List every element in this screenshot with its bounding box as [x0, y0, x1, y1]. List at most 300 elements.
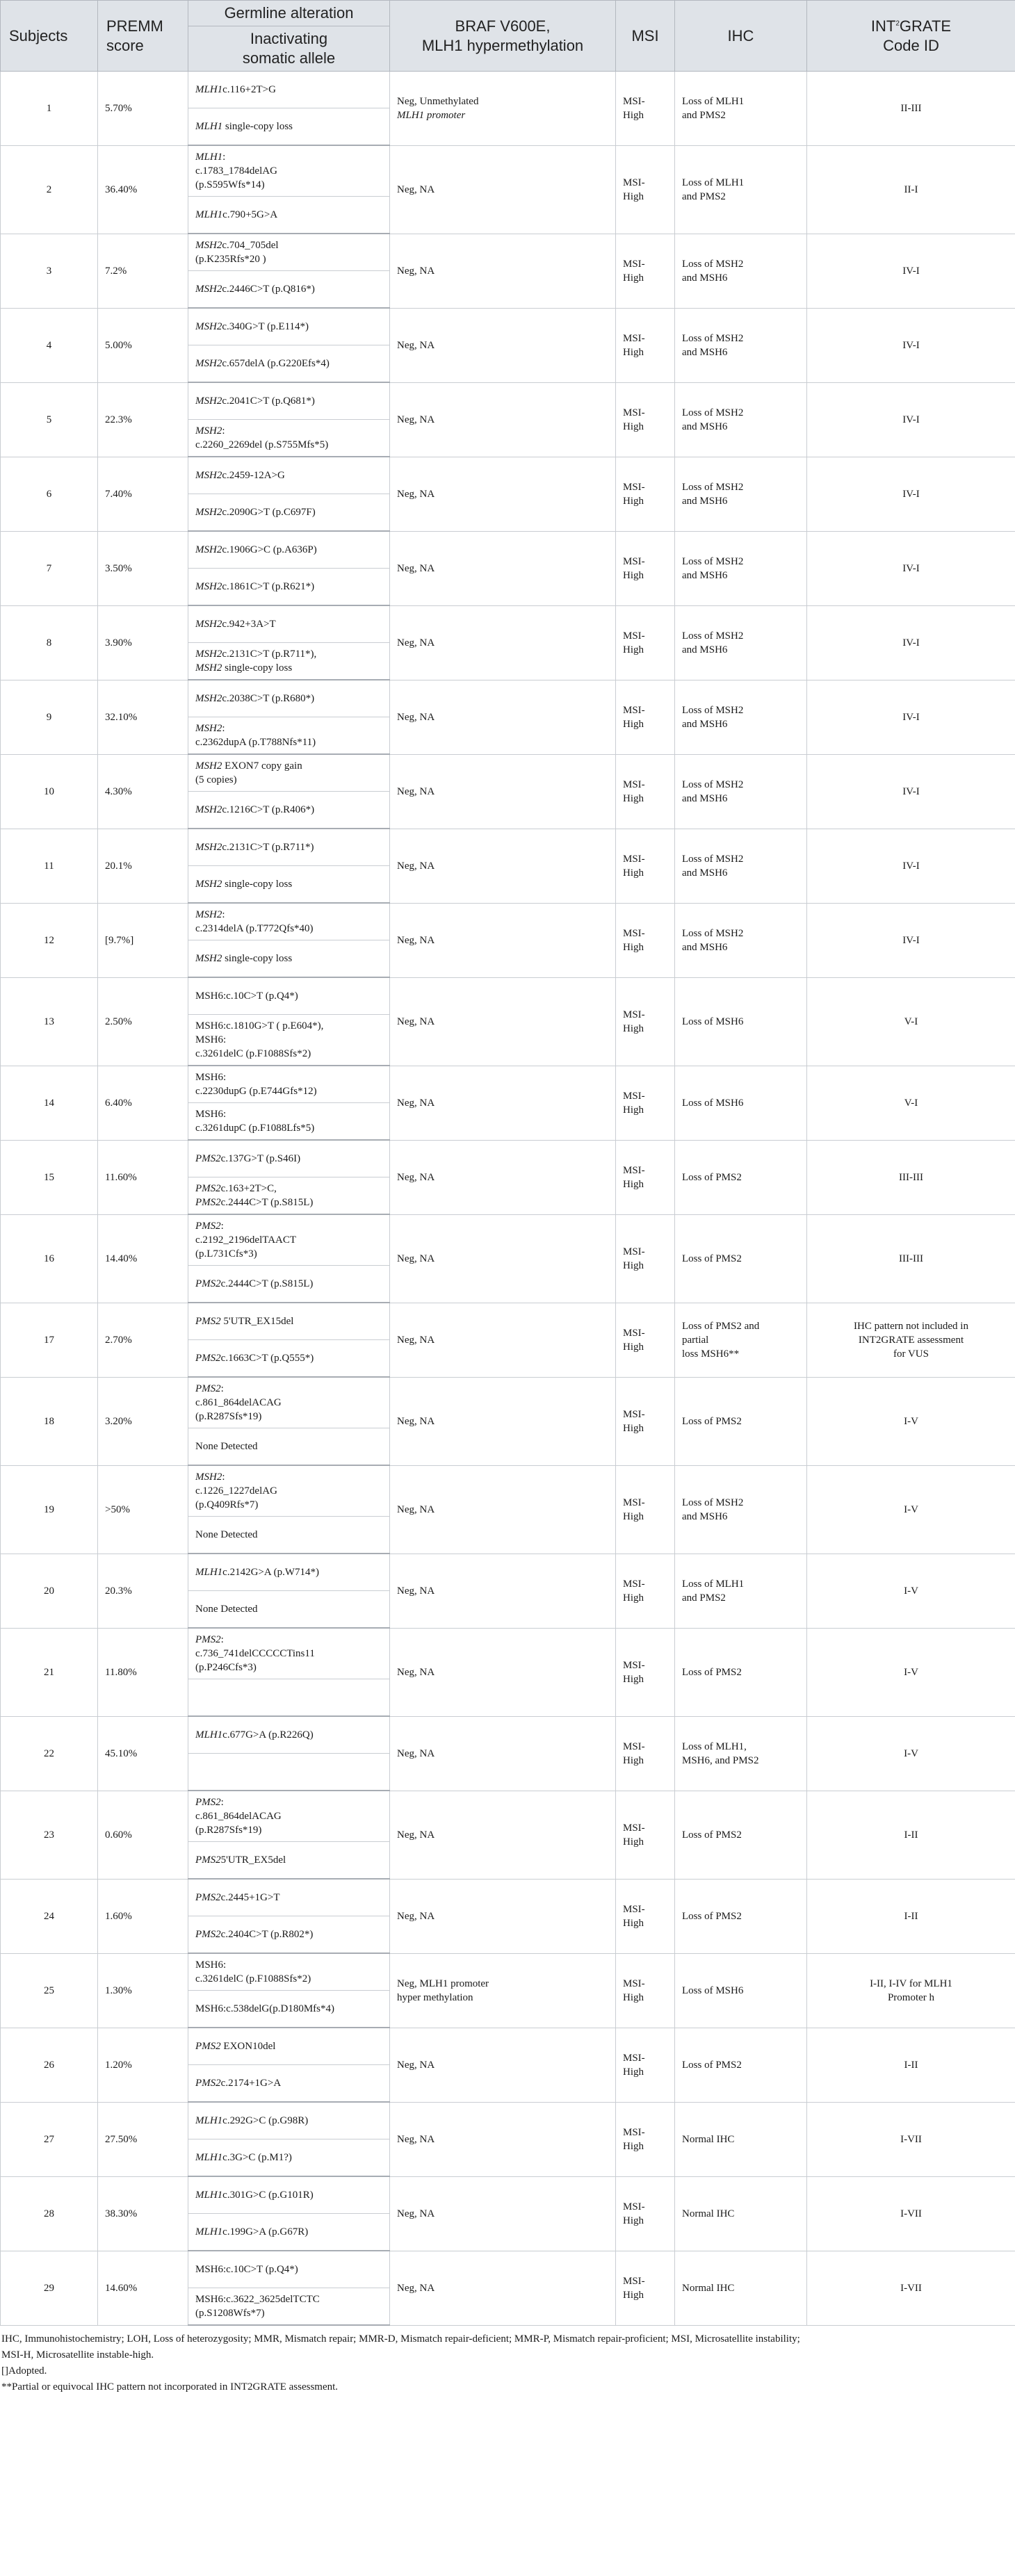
gene-name: MSH2 [195, 953, 222, 964]
cell-line: Loss of MSH6 [682, 1097, 744, 1109]
germline-cell [188, 605, 390, 643]
gene-name: MSH2 [195, 649, 222, 660]
variant-text: c.677G>A (p.R226Q) [222, 1729, 314, 1741]
subject-cell: 7 [1, 531, 98, 605]
table-row [1, 1628, 1015, 1679]
cell-line: partial [682, 1334, 709, 1346]
variant-text: c.163+2T>C, [220, 1183, 277, 1194]
variant-line [195, 1019, 382, 1033]
ihc-cell [675, 1465, 807, 1554]
table-row [1, 829, 1015, 866]
premm-cell: 14.60% [98, 2251, 188, 2325]
subject-cell: 4 [1, 308, 98, 382]
msi-cell [616, 1214, 675, 1303]
variant-line [195, 178, 382, 192]
cell-line: Neg, NA [397, 785, 435, 797]
premm-cell: 3.20% [98, 1377, 188, 1465]
msi-cell [616, 531, 675, 605]
cell-line: High [623, 2140, 644, 2152]
cell-line: Neg, NA [397, 1503, 435, 1515]
msi-cell [616, 234, 675, 308]
gene-name: PMS2 [195, 1854, 221, 1866]
variant-text: c.3261dupC (p.F1088Lfs*5) [195, 1123, 315, 1134]
variant-line [195, 840, 382, 854]
cell-line: High [623, 1510, 644, 1522]
code-id-cell [807, 1716, 1015, 1791]
ihc-cell [675, 308, 807, 382]
cell-line: I-V [904, 1415, 918, 1427]
somatic-cell [188, 1103, 390, 1141]
cell-line: IV-I [902, 860, 920, 872]
cell-line: Neg, NA [397, 1910, 435, 1922]
variant-line [195, 394, 382, 408]
ihc-cell [675, 531, 807, 605]
somatic-cell [188, 197, 390, 234]
cell-line: Neg, NA [397, 1334, 435, 1346]
variant-text: c.199G>A (p.G67R) [222, 2226, 309, 2237]
cell-line: IV-I [902, 265, 920, 277]
variant-text: c.2230dupG (p.E744Gfs*12) [195, 1086, 317, 1097]
somatic-cell [188, 940, 390, 978]
braf-cell [390, 1303, 616, 1377]
ihc-cell [675, 2251, 807, 2325]
variant-line [195, 1809, 382, 1823]
gene-name: MSH2 [195, 619, 222, 630]
table-row [1, 2028, 1015, 2065]
variant-line [195, 1277, 382, 1291]
somatic-cell [188, 420, 390, 457]
cell-line: MSI- [623, 1978, 645, 1989]
gene-name: MSH2 [195, 507, 222, 518]
subject-cell: 10 [1, 754, 98, 829]
code-id-cell [807, 1628, 1015, 1716]
variant-text: : [222, 425, 225, 437]
variant-text: c.3261delC (p.F1088Sfs*2) [195, 1048, 311, 1059]
cell-line: IV-I [902, 637, 920, 649]
premm-cell: 32.10% [98, 680, 188, 754]
variant-text: MSH6: [195, 1959, 227, 1971]
cell-line: loss MSH6** [682, 1348, 740, 1360]
somatic-cell [188, 1916, 390, 1954]
msi-cell [616, 2102, 675, 2176]
variant-line [195, 1927, 382, 1941]
variant-text: c.3261delC (p.F1088Sfs*2) [195, 1973, 311, 1984]
germline-cell [188, 145, 390, 197]
variant-line [195, 1410, 382, 1424]
variant-line [195, 1084, 382, 1098]
variant-text: (p.S595Wfs*14) [195, 179, 265, 190]
cell-line: III-III [899, 1171, 923, 1183]
variant-text: single-copy loss [222, 662, 293, 674]
somatic-cell [188, 108, 390, 146]
code-id-cell [807, 829, 1015, 903]
variant-line [195, 1440, 382, 1453]
subject-cell: 9 [1, 680, 98, 754]
code-id-cell [807, 145, 1015, 234]
variant-line [195, 1396, 382, 1410]
table-row [1, 145, 1015, 197]
cell-line: Loss of PMS2 [682, 1253, 742, 1264]
cell-line: II-I [904, 184, 918, 195]
gene-name: MSH2 [195, 760, 222, 772]
variant-text: : [220, 1221, 224, 1232]
variant-text: c.2362dupA (p.T788Nfs*11) [195, 737, 316, 748]
ihc-cell [675, 2102, 807, 2176]
cell-line: Loss of PMS2 [682, 1910, 742, 1922]
gene-name: PMS2 [195, 2041, 221, 2052]
cell-line: MSI- [623, 1009, 645, 1020]
gene-name: MLH1 [195, 84, 223, 95]
cell-line: IV-I [902, 488, 920, 500]
variant-line [195, 1351, 382, 1365]
cell-line: Loss of MSH2 [682, 1497, 744, 1508]
msi-cell [616, 1953, 675, 2028]
cell-line: High [623, 495, 644, 507]
msi-cell [616, 145, 675, 234]
variant-text: c.2446C>T (p.Q816*) [222, 284, 315, 295]
variant-text: c.790+5G>A [222, 209, 278, 220]
variant-text: (p.R287Sfs*19) [195, 1411, 262, 1422]
gene-name: PMS2 [195, 1153, 221, 1164]
subject-cell: 25 [1, 1953, 98, 2028]
ihc-cell [675, 2028, 807, 2102]
subject-cell: 13 [1, 977, 98, 1066]
gene-name: MSH2 [195, 284, 222, 295]
subject-cell: 2 [1, 145, 98, 234]
variant-text: : [222, 152, 226, 163]
cell-line: Neg, NA [397, 1016, 435, 1027]
germline-cell [188, 2102, 390, 2139]
cell-line: I-V [904, 1503, 918, 1515]
variant-line [195, 1633, 382, 1647]
cell-line: Loss of PMS2 [682, 1415, 742, 1427]
subject-cell: 29 [1, 2251, 98, 2325]
footnote-abbreviations: IHC, Immunohistochemistry; LOH, Loss of heterozygosity; MMR, Mismatch repair; MMR-D, Mismatch repair-deficient; MMR-P, Mismatch repair-proficient; MSI, Microsatellite instability; [1, 2333, 800, 2345]
ihc-cell [675, 754, 807, 829]
gene-name: MSH2 [195, 581, 222, 592]
gene-name: MSH2 [195, 909, 222, 920]
cell-line: MSI- [623, 1408, 645, 1420]
premm-cell: 5.70% [98, 72, 188, 146]
gene-name: PMS2 [195, 1353, 221, 1364]
variant-text: (p.L731Cfs*3) [195, 1248, 257, 1260]
somatic-cell [188, 1340, 390, 1378]
table-row [1, 2251, 1015, 2288]
msi-cell [616, 1465, 675, 1554]
cell-line: and MSH6 [682, 718, 728, 730]
variant-line [195, 2292, 382, 2306]
variant-text: c.301G>C (p.G101R) [222, 2190, 314, 2201]
variant-text: : [220, 1634, 224, 1645]
variant-text: c.2459-12A>G [222, 470, 285, 481]
variant-line [195, 2002, 382, 2016]
gene-name: MLH1 [195, 2190, 223, 2201]
cell-line: Normal IHC [682, 2133, 735, 2145]
cell-line: and MSH6 [682, 421, 728, 432]
cell-line: Loss of MSH2 [682, 555, 744, 567]
gene-name: MSH2 [195, 1472, 222, 1483]
cell-line: High [623, 1022, 644, 1034]
variant-text: c.3G>C (p.M1?) [222, 2152, 292, 2163]
cell-line: MSI- [623, 704, 645, 716]
gene-name: PMS2 [195, 1197, 221, 1208]
cell-line: MSI- [623, 2201, 645, 2212]
cell-line: Neg, NA [397, 414, 435, 425]
code-id-cell [807, 531, 1015, 605]
premm-cell: 4.30% [98, 754, 188, 829]
variant-text: c.736_741delCCCCCTins11 [195, 1648, 315, 1659]
somatic-cell [188, 1266, 390, 1303]
cell-line: Loss of MSH2 [682, 704, 744, 716]
msi-cell [616, 1066, 675, 1140]
variant-line [195, 83, 382, 97]
somatic-cell [188, 1679, 390, 1717]
variant-text: c.2131C>T (p.R711*) [222, 842, 314, 853]
cell-line: High [623, 1260, 644, 1271]
somatic-cell [188, 1428, 390, 1466]
gene-name: MLH1 [195, 2115, 223, 2126]
somatic-cell [188, 1177, 390, 1215]
cell-line: MSI- [623, 332, 645, 344]
cell-line: Neg, NA [397, 1585, 435, 1597]
cell-line: IV-I [902, 414, 920, 425]
variant-line [195, 282, 382, 296]
cell-line: Neg, NA [397, 860, 435, 872]
braf-cell [390, 1377, 616, 1465]
variant-text: c.2142G>A (p.W714*) [222, 1567, 320, 1578]
variant-line [195, 1972, 382, 1986]
subject-cell: 16 [1, 1214, 98, 1303]
cell-line: I-V [904, 1666, 918, 1678]
variant-line [195, 1853, 382, 1867]
variant-text: c.2404C>T (p.R802*) [220, 1929, 314, 1940]
msi-cell [616, 1140, 675, 1214]
subject-cell: 22 [1, 1716, 98, 1791]
code-id-cell [807, 308, 1015, 382]
braf-cell [390, 1140, 616, 1214]
variant-line [195, 120, 382, 133]
cell-line: MSI- [623, 630, 645, 642]
premm-cell: 5.00% [98, 308, 188, 382]
variant-text: (p.Q409Rfs*7) [195, 1499, 259, 1510]
subject-cell: 28 [1, 2176, 98, 2251]
subject-cell: 24 [1, 1879, 98, 1953]
braf-cell [390, 754, 616, 829]
cell-line: INT2GRATE assessment [858, 1334, 964, 1346]
cell-line: High [623, 2066, 644, 2078]
variant-text: c.1663C>T (p.Q555*) [220, 1353, 314, 1364]
braf-cell [390, 457, 616, 531]
variant-line [195, 1795, 382, 1809]
table-row [1, 1791, 1015, 1842]
germline-cell [188, 1140, 390, 1177]
code-id-cell [807, 2028, 1015, 2102]
gene-name: PMS2 [195, 1892, 221, 1903]
germline-cell [188, 234, 390, 271]
cell-line: High [623, 421, 644, 432]
ihc-cell [675, 1066, 807, 1140]
variant-line [195, 150, 382, 164]
ihc-cell [675, 1377, 807, 1465]
gene-name: MSH2 [195, 240, 222, 251]
variant-line [195, 2263, 382, 2276]
table-row [1, 1303, 1015, 1340]
variant-line [195, 543, 382, 557]
variant-line [195, 661, 382, 675]
braf-cell [390, 2102, 616, 2176]
cell-line: V-I [904, 1016, 918, 1027]
header-premm: PREMM score [98, 1, 188, 72]
cell-line: Neg, NA [397, 711, 435, 723]
msi-cell [616, 1303, 675, 1377]
msi-cell [616, 680, 675, 754]
cell-line: I-II [904, 1829, 918, 1841]
header-code-id: INT$^2$GRATE Code ID [807, 1, 1015, 72]
table-row [1, 1377, 1015, 1428]
variant-text: MSH6: [195, 1109, 227, 1120]
germline-cell [188, 1953, 390, 1991]
variant-text: MSH6: [195, 1072, 227, 1083]
subject-cell: 3 [1, 234, 98, 308]
cell-line: Loss of MSH2 [682, 630, 744, 642]
code-id-cell [807, 72, 1015, 146]
somatic-cell [188, 345, 390, 383]
ihc-cell [675, 1303, 807, 1377]
cell-line: for VUS [893, 1348, 929, 1360]
header-braf: BRAF V600E, MLH1 hypermethylation [390, 1, 616, 72]
cell-line: High [623, 1422, 644, 1434]
cell-line: Normal IHC [682, 2208, 735, 2219]
premm-cell: 20.3% [98, 1554, 188, 1628]
subject-cell: 6 [1, 457, 98, 531]
variant-line [195, 773, 382, 787]
variant-line [195, 1823, 382, 1837]
variant-text: single-copy loss [222, 121, 293, 132]
ihc-cell [675, 1879, 807, 1953]
somatic-cell [188, 2214, 390, 2251]
variant-line [195, 1484, 382, 1498]
cell-line: I-VII [900, 2208, 922, 2219]
header-msi: MSI [616, 1, 675, 72]
cell-line: Loss of MSH2 [682, 332, 744, 344]
variant-line [195, 877, 382, 891]
variant-line [195, 1661, 382, 1674]
braf-cell [390, 382, 616, 457]
table-row [1, 977, 1015, 1015]
gene-name: MLH1 [195, 2226, 223, 2237]
ihc-cell [675, 1554, 807, 1628]
cell-line: Neg, NA [397, 2282, 435, 2294]
germline-cell [188, 680, 390, 717]
gene-name: MSH2 [195, 425, 222, 437]
variant-line [195, 1070, 382, 1084]
cell-line: IV-I [902, 711, 920, 723]
msi-cell [616, 2028, 675, 2102]
cell-line: MSI- [623, 1822, 645, 1834]
code-id-cell [807, 977, 1015, 1066]
cell-line: I-VII [900, 2133, 922, 2145]
ihc-cell [675, 680, 807, 754]
variant-text: None Detected [195, 1441, 258, 1452]
variant-text: c.2131C>T (p.R711*), [222, 649, 317, 660]
code-id-cell [807, 1953, 1015, 2028]
somatic-cell [188, 1842, 390, 1880]
cell-line: and MSH6 [682, 867, 728, 879]
variant-text: c.861_864delACAG [195, 1811, 282, 1822]
gene-name: PMS2 [195, 1316, 221, 1327]
cell-line: MSI- [623, 177, 645, 188]
germline-cell [188, 829, 390, 866]
braf-cell [390, 680, 616, 754]
header-germline: Germline alteration [188, 1, 390, 26]
variant-line [195, 2114, 382, 2128]
braf-cell [390, 145, 616, 234]
somatic-cell [188, 569, 390, 606]
msi-cell [616, 829, 675, 903]
braf-cell [390, 1879, 616, 1953]
variant-line [195, 1047, 382, 1061]
variant-text: c.1861C>T (p.R621*) [222, 581, 315, 592]
cell-line: High [623, 346, 644, 358]
variant-line [195, 759, 382, 773]
ihc-cell [675, 977, 807, 1066]
cell-line: and MSH6 [682, 941, 728, 953]
cell-line: III-III [899, 1253, 923, 1264]
gene-name: MSH2 [195, 693, 222, 704]
variant-text: c.1226_1227delAG [195, 1485, 277, 1497]
gene-name: MSH2 [195, 544, 222, 555]
cell-line: High [623, 1754, 644, 1766]
premm-cell: 6.40% [98, 1066, 188, 1140]
gene-name: PMS2 [195, 2078, 221, 2089]
ihc-cell [675, 145, 807, 234]
braf-cell [390, 2251, 616, 2325]
subject-cell: 1 [1, 72, 98, 146]
braf-cell [390, 1066, 616, 1140]
braf-cell [390, 977, 616, 1066]
cell-line: High [623, 718, 644, 730]
table-row [1, 457, 1015, 494]
code-id-cell [807, 605, 1015, 680]
variant-line [195, 1033, 382, 1047]
cell-line: MSI- [623, 2126, 645, 2138]
cell-line: I-II [904, 2059, 918, 2071]
braf-cell [390, 1791, 616, 1879]
subject-cell: 20 [1, 1554, 98, 1628]
ihc-cell [675, 829, 807, 903]
premm-cell: 3.50% [98, 531, 188, 605]
premm-cell: 0.60% [98, 1791, 188, 1879]
germline-cell [188, 531, 390, 569]
code-id-cell [807, 457, 1015, 531]
cell-line: IV-I [902, 562, 920, 574]
cell-line: Neg, NA [397, 339, 435, 351]
cell-line: High [623, 941, 644, 953]
cell-line: High [623, 272, 644, 284]
somatic-cell [188, 2139, 390, 2177]
cell-line: and MSH6 [682, 792, 728, 804]
ihc-cell [675, 234, 807, 308]
cell-line: High [623, 1592, 644, 1604]
variant-line [195, 1470, 382, 1484]
gene-name: PMS2 [195, 1183, 221, 1194]
cell-line: IV-I [902, 934, 920, 946]
variant-text: c.1216C>T (p.R406*) [222, 804, 315, 815]
braf-cell [390, 1214, 616, 1303]
cell-line: High [623, 1341, 644, 1353]
premm-cell: 1.60% [98, 1879, 188, 1953]
cell-line: Neg, NA [397, 2059, 435, 2071]
